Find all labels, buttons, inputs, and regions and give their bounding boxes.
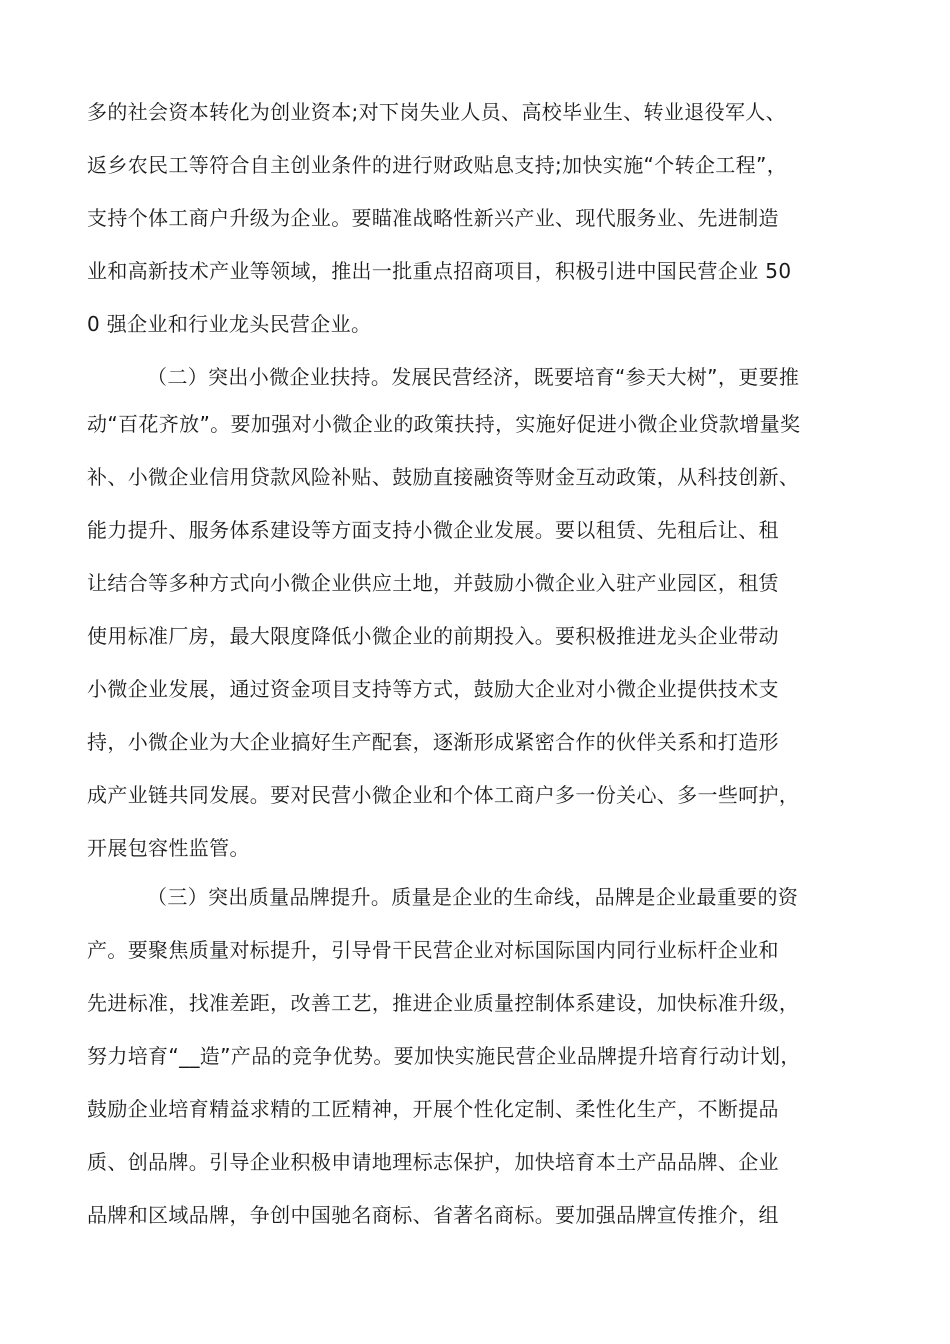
text-line: 多的社会资本转化为创业资本;对下岗失业人员、高校毕业生、转业退役军人、 xyxy=(87,100,786,124)
text-line: 支持个体工商户升级为企业。要瞄准战略性新兴产业、现代服务业、先进制造 xyxy=(87,206,779,230)
text-line: 小微企业发展，通过资金项目支持等方式，鼓励大企业对小微企业提供技术支 xyxy=(87,677,779,701)
text-line: 质、创品牌。引导企业积极申请地理标志保护，加快培育本土产品品牌、企业 xyxy=(87,1150,779,1174)
text-line: 能力提升、服务体系建设等方面支持小微企业发展。要以租赁、先租后让、租 xyxy=(87,518,779,542)
paragraph-heading-2: （二）突出小微企业扶持。发展民营经济，既要培育“参天大树”，更要推 xyxy=(147,365,800,389)
text-line: 开展包容性监管。 xyxy=(87,836,250,860)
text-line: 先进标准，找准差距，改善工艺，推进企业质量控制体系建设，加快标准升级， xyxy=(87,991,800,1015)
text-line: 努力培育“__造”产品的竞争优势。要加快实施民营企业品牌提升培育行动计划， xyxy=(87,1044,801,1068)
text-line: 业和高新技术产业等领域，推出一批重点招商项目，积极引进中国民营企业 50 xyxy=(87,259,792,283)
paragraph-heading-3: （三）突出质量品牌提升。质量是企业的生命线，品牌是企业最重要的资 xyxy=(147,885,799,909)
text-line: 产。要聚焦质量对标提升，引导骨干民营企业对标国际国内同行业标杆企业和 xyxy=(87,938,779,962)
text-line: 持，小微企业为大企业搞好生产配套，逐渐形成紧密合作的伙伴关系和打造形 xyxy=(87,730,779,754)
text-line: 补、小微企业信用贷款风险补贴、鼓励直接融资等财金互动政策，从科技创新、 xyxy=(87,465,800,489)
text-line: 动“百花齐放”。要加强对小微企业的政策扶持，实施好促进小微企业贷款增量奖 xyxy=(87,412,801,436)
text-line: 让结合等多种方式向小微企业供应土地，并鼓励小微企业入驻产业园区，租赁 xyxy=(87,571,779,595)
text-line: 成产业链共同发展。要对民营小微企业和个体工商户多一份关心、多一些呵护， xyxy=(87,783,800,807)
text-line: 返乡农民工等符合自主创业条件的进行财政贴息支持;加快实施“个转企工程”， xyxy=(87,153,788,177)
text-line: 使用标准厂房，最大限度降低小微企业的前期投入。要积极推进龙头企业带动 xyxy=(87,624,779,648)
text-line: 鼓励企业培育精益求精的工匠精神，开展个性化定制、柔性化生产，不断提品 xyxy=(87,1097,779,1121)
text-line: 品牌和区域品牌，争创中国驰名商标、省著名商标。要加强品牌宣传推介，组 xyxy=(87,1203,779,1227)
text-line: 0 强企业和行业龙头民营企业。 xyxy=(87,312,372,336)
